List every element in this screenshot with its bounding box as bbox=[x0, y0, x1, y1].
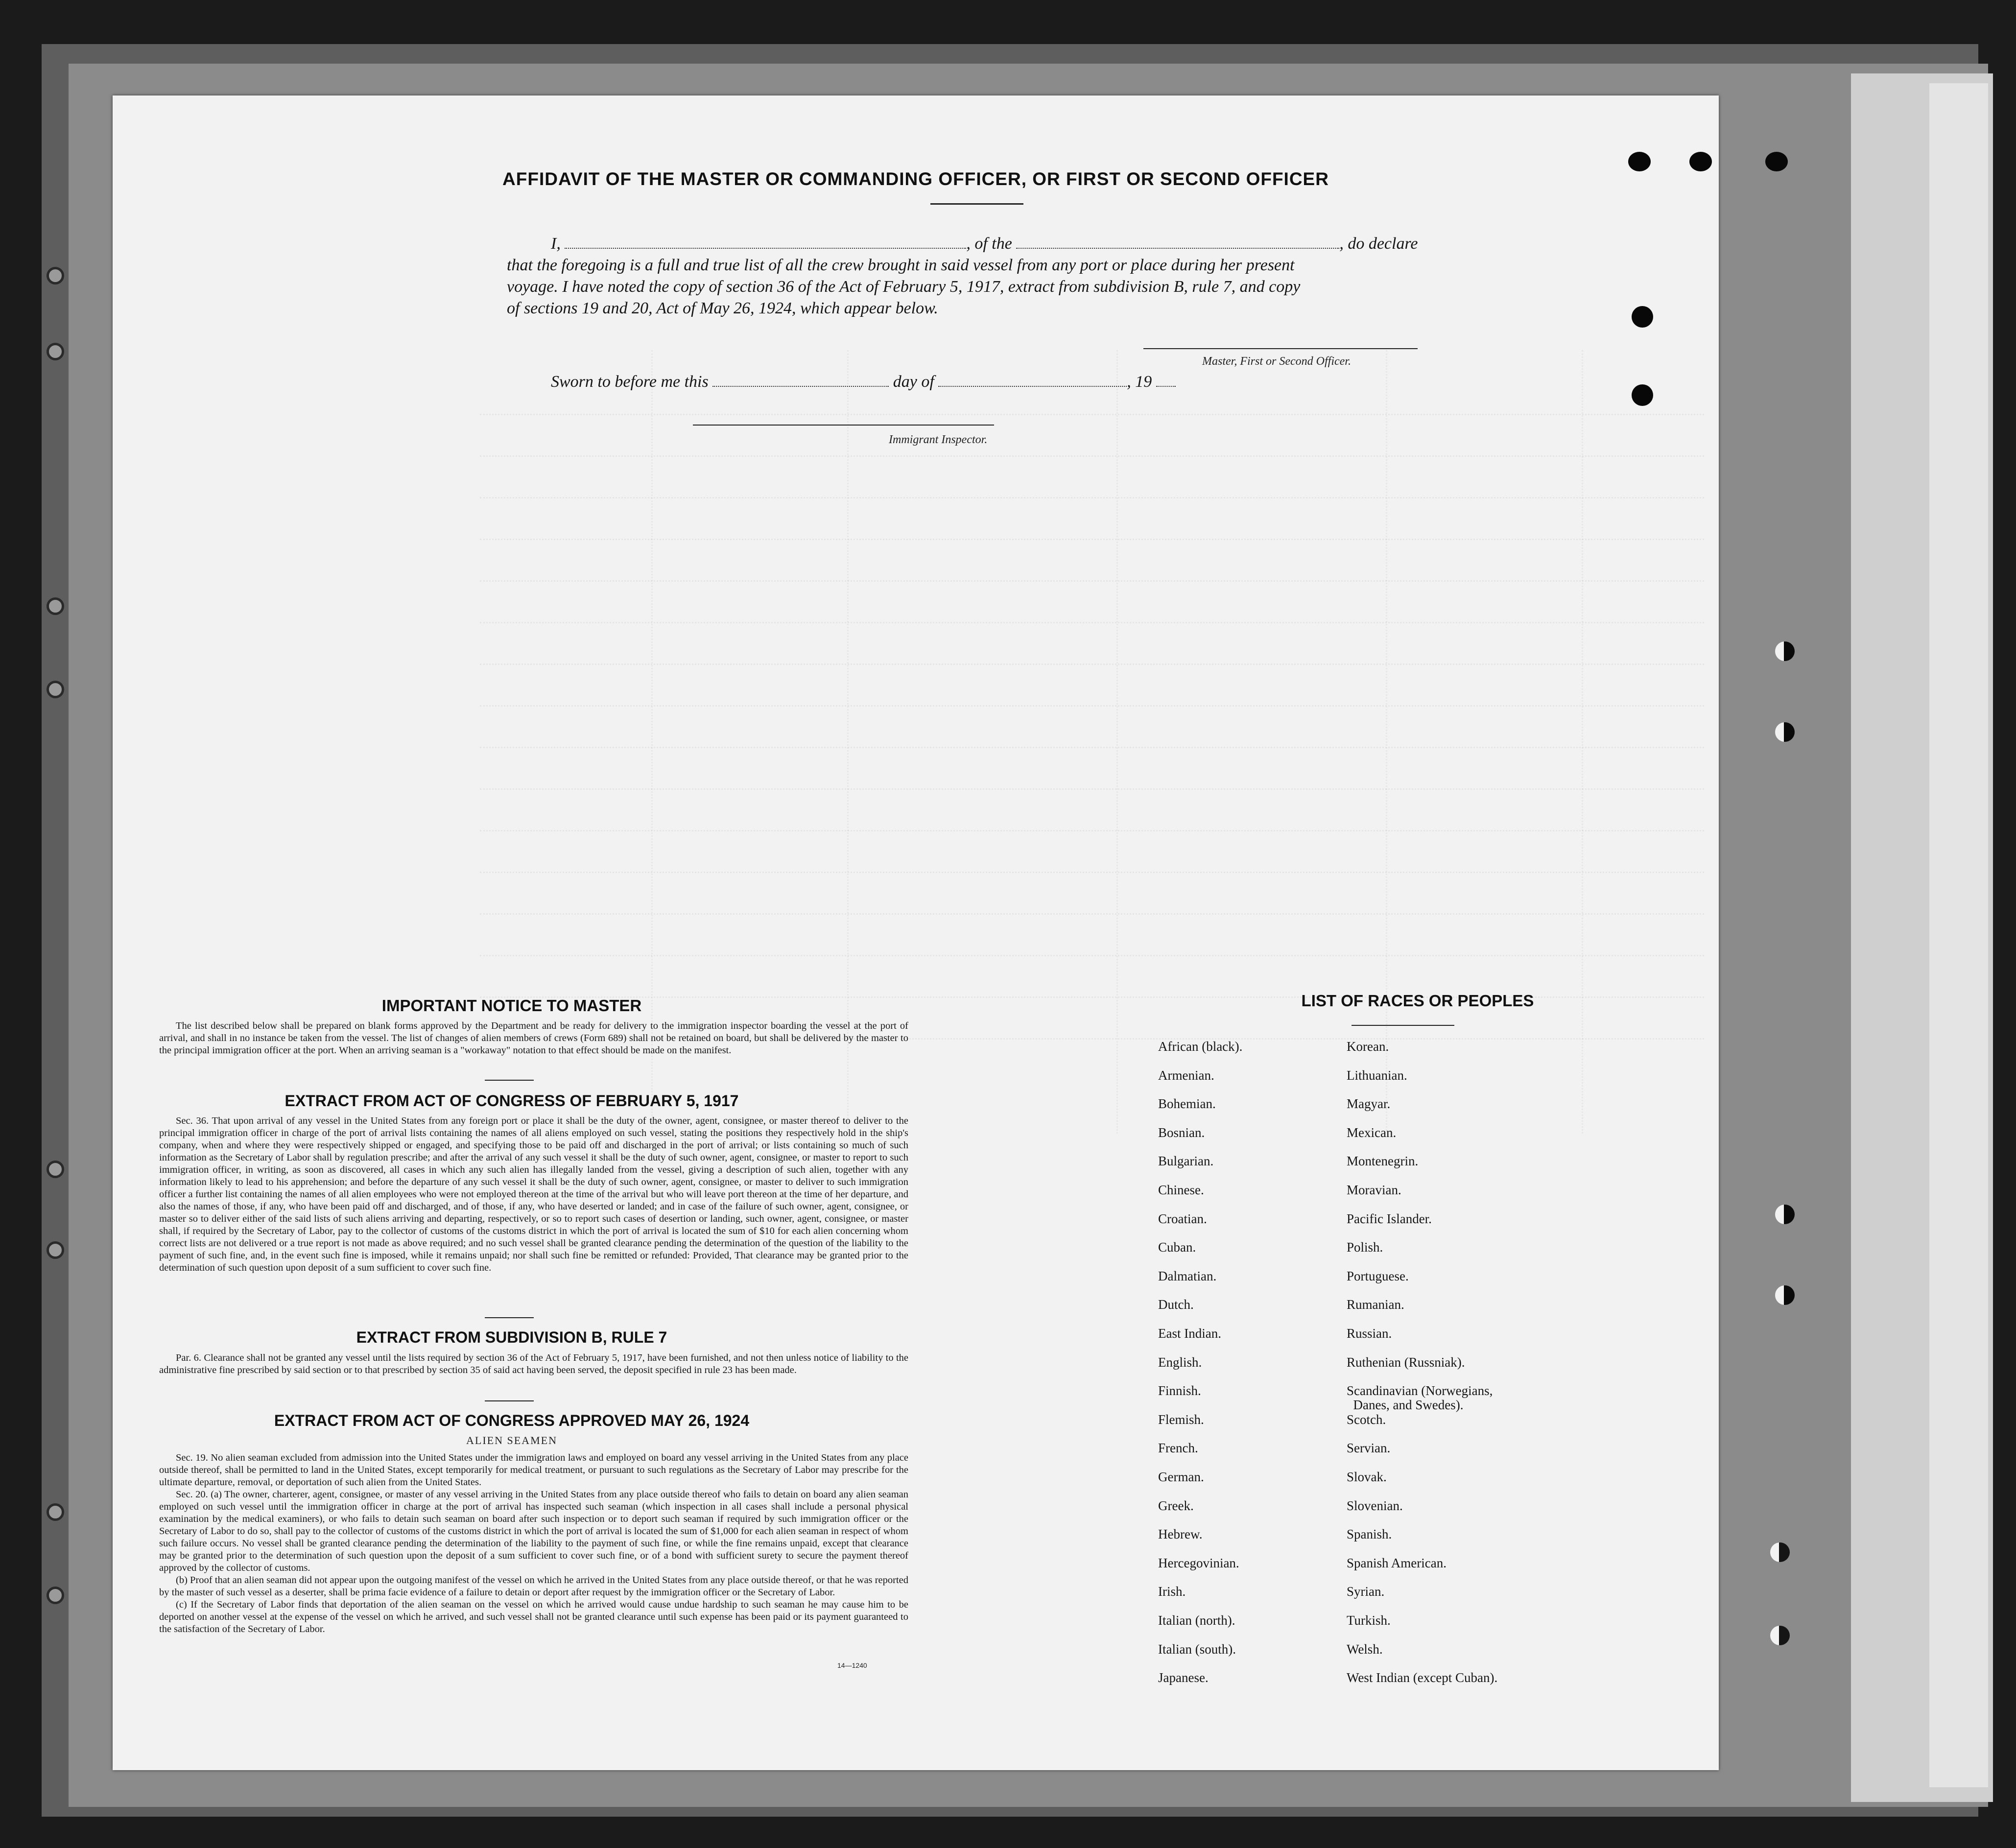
inspector-caption: Immigrant Inspector. bbox=[889, 433, 988, 446]
race-item: Servian. bbox=[1347, 1441, 1391, 1456]
notice-title: IMPORTANT NOTICE TO MASTER bbox=[381, 996, 642, 1015]
extract-1924-subtitle: ALIEN SEAMEN bbox=[466, 1434, 557, 1446]
sworn-month-fill-line[interactable] bbox=[938, 373, 1127, 387]
extract-1924-sec20c: (c) If the Secretary of Labor finds that deportation of the alien seaman on the vessel on which he arrived would cause undue hardship to such seaman he may cause him to be deported on another vessel at the expense of the vessel on which he arrived, and such vessel shall not be granted clearance until such expense has been paid or its payment guaranteed to the satisfaction of the Secretary of Labor. bbox=[159, 1599, 908, 1635]
race-item: Chinese. bbox=[1158, 1183, 1204, 1197]
punch-hole-icon bbox=[1775, 1285, 1795, 1305]
extract-rule7-paragraph: Par. 6. Clearance shall not be granted any vessel until the lists required by section 36 of the Act of February 5, 1917, have been furnished, and not then unless notice of liability to the administrative fine prescribed by said section or to that prescribed by section 35 of said act having been served, the deposit specified in rule 23 has been made. bbox=[159, 1352, 908, 1375]
binder-ring-icon bbox=[47, 1587, 64, 1604]
race-item: Pacific Islander. bbox=[1347, 1211, 1432, 1226]
title-rule bbox=[930, 203, 1023, 205]
race-item: Korean. bbox=[1347, 1039, 1389, 1054]
extract-1917-paragraph: Sec. 36. That upon arrival of any vessel in the United States from any foreign port or place it shall be the duty of the owner, agent, consignee, or master thereof to deliver to the principal immigration officer in charge of the port of arrival lists containing the names of all aliens employed on such vessel, stating the positions they respectively hold in the ship's company, when and where they were respectively shipped or engaged, and specifying those to be paid off and discharged in the port of arrival; or lists containing so much of such information as the Secretary of Labor shall by regulation prescribe; and after the arrival of any such vessel it shall be the duty of such owner, agent, consignee, or master to report to such immigration officer, in writing, as soon as discovered, all cases in which any such alien has illegally landed from the vessel, giving a description of such alien, together with any information likely to lead to his apprehension; and before the departure of any such vessel it shall be the duty of such owner, agent, consignee, or master to deliver to such immigration officer a further list containing the names of all alien employees who were not employed thereon at the time of the arrival but who will leave port thereon at the time of her departure, and also the names of those, if any, who have been paid off and discharged, and of those, if any, who have deserted or landed; and in case of the failure of such owner, agent, consignee, or master so to deliver either of the said lists of such aliens arriving and departing, respectively, or so to report such cases of desertion or landing, such owner, agent, consignee, or master shall, if required by the Secretary of Labor, pay to the collector of customs of the customs district in which the port of arrival is located the sum of $10 for each alien concerning whom correct lists are not delivered or a true report is not made as above required; and no such vessel shall be granted clearance pending the determination of the question of the liability to the payment of such fine, and, in the event such fine is imposed, while it remains unpaid; nor shall such fine be remitted or refunded: Provided, That clearance may be granted prior to the determination of such question upon deposit of a sum sufficient to cover such fine. bbox=[159, 1115, 908, 1273]
notice-text bbox=[159, 1020, 908, 1057]
extract-rule7-text bbox=[159, 1352, 908, 1376]
race-item: Spanish. bbox=[1347, 1527, 1392, 1542]
document-page bbox=[113, 95, 1719, 1770]
extract-1924-title: EXTRACT FROM ACT OF CONGRESS APPROVED MAY 26, 1924 bbox=[274, 1412, 750, 1429]
race-item: Finnish. bbox=[1158, 1383, 1201, 1398]
races-title-rule bbox=[1352, 1025, 1454, 1026]
extract-1924-sec20a: Sec. 20. (a) The owner, charterer, agent, consignee, or master of any vessel arriving in the United States from any place outside thereof who fails to detain on board any alien seaman employed on such vessel until the immigration officer in charge at the port of arrival has inspected such seaman (which inspection in all cases shall include a personal physical examination by the medical examiners), or who fails to detain such seaman on board after such inspection or to deport such seaman if required by such immigration officer or the Secretary of Labor to do so, shall pay to the collector of customs of the customs district in which the port of arrival is located the sum of $1,000 for each alien seaman in respect of whom such failure occurs. No vessel shall be granted clearance pending the determination of the liability to the payment of such fine, or while the fine remains unpaid, except that clearance may be granted prior to the determination of such question upon the deposit of a sum sufficient to cover such fine, or of a bond with sufficient surety to secure the payment thereof approved by the collector of customs. bbox=[159, 1489, 908, 1573]
race-item: Montenegrin. bbox=[1347, 1154, 1419, 1169]
race-item: Japanese. bbox=[1158, 1670, 1209, 1685]
race-item: Irish. bbox=[1158, 1584, 1186, 1599]
punch-hole-icon bbox=[1775, 641, 1795, 661]
ghost-row bbox=[480, 872, 1704, 884]
binder-ring-icon bbox=[47, 1161, 64, 1178]
ghost-row bbox=[480, 580, 1704, 592]
punch-hole-icon bbox=[1689, 152, 1712, 171]
race-item: Turkish. bbox=[1347, 1613, 1391, 1628]
punch-hole-icon bbox=[1775, 722, 1795, 742]
binder-ring-icon bbox=[47, 597, 64, 615]
affidavit-declaration-line bbox=[551, 235, 1418, 253]
extract-1917-text bbox=[159, 1115, 908, 1274]
extract-1917-title: EXTRACT FROM ACT OF CONGRESS OF FEBRUARY 5, 1917 bbox=[285, 1092, 739, 1110]
race-item: German. bbox=[1158, 1469, 1204, 1484]
race-item: Hercegovinian. bbox=[1158, 1555, 1239, 1570]
binder-ring-icon bbox=[47, 343, 64, 360]
races-title: LIST OF RACES OR PEOPLES bbox=[1301, 992, 1534, 1010]
vessel-fill-line[interactable] bbox=[1016, 235, 1339, 249]
race-item: East Indian. bbox=[1158, 1326, 1221, 1341]
race-item: Dutch. bbox=[1158, 1297, 1194, 1312]
ghost-column bbox=[1116, 350, 1119, 1134]
ghost-row bbox=[480, 455, 1704, 468]
punch-hole-icon bbox=[1628, 152, 1651, 171]
ghost-column bbox=[847, 350, 850, 1134]
affidavit-body-line-3: of sections 19 and 20, Act of May 26, 1924, which appear below. bbox=[507, 299, 938, 317]
race-item: Ruthenian (Russniak). bbox=[1347, 1354, 1465, 1370]
punch-hole-icon bbox=[1765, 152, 1788, 171]
race-item: Russian. bbox=[1347, 1326, 1392, 1341]
section-rule bbox=[485, 1400, 534, 1401]
race-item: Bohemian. bbox=[1158, 1096, 1216, 1112]
notice-paragraph: The list described below shall be prepared on blank forms approved by the Department and be ready for delivery to the immigration inspector boarding the vessel at the port of arrival, and shall in no instance be taken from the vessel. The list of changes of alien members of crews (Form 689) shall not be retained on board, but shall be delivered by the master to the principal immigration officer at the port. When an arriving seaman is a "workaway" notation to that effect should be made on the manifest. bbox=[159, 1020, 908, 1056]
race-item: English. bbox=[1158, 1354, 1202, 1370]
sworn-day-fill-line[interactable] bbox=[712, 373, 889, 387]
intro-of-the: , of the bbox=[966, 235, 1012, 253]
race-item: Hebrew. bbox=[1158, 1527, 1203, 1542]
punch-hole-icon bbox=[1770, 1542, 1790, 1562]
race-item: Mexican. bbox=[1347, 1125, 1397, 1140]
sworn-day-of: day of bbox=[893, 373, 934, 391]
punch-hole-icon bbox=[1775, 1205, 1795, 1224]
race-item: Cuban. bbox=[1158, 1240, 1196, 1255]
race-item: Portuguese. bbox=[1347, 1268, 1409, 1283]
race-item: Syrian. bbox=[1347, 1584, 1385, 1599]
binder-ring-icon bbox=[47, 267, 64, 284]
ghost-row bbox=[480, 663, 1704, 676]
ghost-column bbox=[1386, 350, 1389, 1134]
affidavit-body-line-2: voyage. I have noted the copy of section 36 of the Act of February 5, 1917, extract from subdivision B, rule 7, and copy bbox=[507, 278, 1301, 296]
ghost-row bbox=[480, 539, 1704, 551]
sworn-year-fill-line[interactable] bbox=[1156, 373, 1176, 387]
ghost-row bbox=[480, 788, 1704, 801]
punch-hole-icon bbox=[1632, 306, 1653, 328]
ghost-row bbox=[480, 913, 1704, 925]
race-item: Spanish American. bbox=[1347, 1555, 1447, 1570]
signature-caption: Master, First or Second Officer. bbox=[1202, 355, 1351, 368]
race-item: Flemish. bbox=[1158, 1412, 1204, 1427]
race-item: Croatian. bbox=[1158, 1211, 1207, 1226]
intro-i: I, bbox=[551, 235, 561, 253]
race-item: Slovak. bbox=[1347, 1469, 1387, 1484]
inspector-signature-line[interactable] bbox=[693, 425, 994, 426]
ghost-row bbox=[480, 705, 1704, 717]
name-fill-line[interactable] bbox=[565, 235, 966, 249]
ghost-row bbox=[480, 622, 1704, 634]
extract-1924-sec20b: (b) Proof that an alien seaman did not appear upon the outgoing manifest of the vessel on which he arrived in the United States from any place outside thereof, or that he was reported by the master of such vessel as a deserter, shall be prima facie evidence of a failure to detain or deport after request by the immigration officer or the Secretary of Labor. bbox=[159, 1575, 908, 1598]
race-item: Moravian. bbox=[1347, 1183, 1401, 1197]
ghost-row bbox=[480, 747, 1704, 759]
ghost-column bbox=[1582, 350, 1585, 1134]
race-item: African (black). bbox=[1158, 1039, 1243, 1054]
intro-do-declare: , do declare bbox=[1339, 235, 1418, 253]
affidavit-body-line-1: that the foregoing is a full and true list of all the crew brought in said vessel from any port or place during her present bbox=[507, 256, 1295, 274]
race-item: Italian (south). bbox=[1158, 1641, 1236, 1657]
race-item: Slovenian. bbox=[1347, 1498, 1403, 1513]
section-rule bbox=[485, 1317, 534, 1318]
race-item: Scandinavian (Norwegians, Danes, and Swedes). bbox=[1347, 1383, 1493, 1413]
race-item: Polish. bbox=[1347, 1240, 1383, 1255]
race-item: Magyar. bbox=[1347, 1096, 1391, 1112]
ghost-row bbox=[480, 414, 1704, 426]
sworn-text: Sworn to before me this bbox=[551, 373, 709, 391]
affidavit-title: AFFIDAVIT OF THE MASTER OR COMMANDING OFFICER, OR FIRST OR SECOND OFFICER bbox=[502, 169, 1329, 189]
race-item: Bosnian. bbox=[1158, 1125, 1205, 1140]
binder-ring-icon bbox=[47, 1503, 64, 1521]
ghost-column bbox=[651, 350, 654, 1134]
ghost-row bbox=[480, 497, 1704, 509]
race-item: Rumanian. bbox=[1347, 1297, 1404, 1312]
race-item: Armenian. bbox=[1158, 1067, 1214, 1083]
sworn-year: , 19 bbox=[1127, 373, 1152, 391]
race-item: Dalmatian. bbox=[1158, 1268, 1217, 1283]
back-sheet-edge bbox=[1929, 83, 1988, 1787]
extract-1924-text bbox=[159, 1452, 908, 1635]
race-item: Scotch. bbox=[1347, 1412, 1386, 1427]
signature-line[interactable] bbox=[1143, 348, 1418, 349]
section-rule bbox=[485, 1080, 534, 1081]
race-item: Lithuanian. bbox=[1347, 1067, 1407, 1083]
race-item: French. bbox=[1158, 1441, 1198, 1456]
ghost-row bbox=[480, 830, 1704, 842]
extract-rule7-title: EXTRACT FROM SUBDIVISION B, RULE 7 bbox=[356, 1328, 667, 1346]
binder-ring-icon bbox=[47, 681, 64, 698]
sworn-line bbox=[551, 373, 1176, 391]
form-number: 14—1240 bbox=[837, 1661, 867, 1669]
punch-hole-icon bbox=[1632, 384, 1653, 406]
binder-ring-icon bbox=[47, 1241, 64, 1259]
race-item: Greek. bbox=[1158, 1498, 1194, 1513]
race-item: West Indian (except Cuban). bbox=[1347, 1670, 1498, 1685]
race-item: Welsh. bbox=[1347, 1641, 1383, 1657]
ghost-row bbox=[480, 955, 1704, 967]
race-item: Bulgarian. bbox=[1158, 1154, 1214, 1169]
race-item: Italian (north). bbox=[1158, 1613, 1235, 1628]
punch-hole-icon bbox=[1770, 1626, 1790, 1645]
extract-1924-sec19: Sec. 19. No alien seaman excluded from admission into the United States under the immigration laws and employed on board any vessel arriving in the United States from any place outside thereof, shall be permitted to land in the United States, except temporarily for medical treatment, or pursuant to such regulations as the Secretary of Labor may prescribe for the ultimate departure, removal, or deportation of such alien from the United States. bbox=[159, 1452, 908, 1488]
